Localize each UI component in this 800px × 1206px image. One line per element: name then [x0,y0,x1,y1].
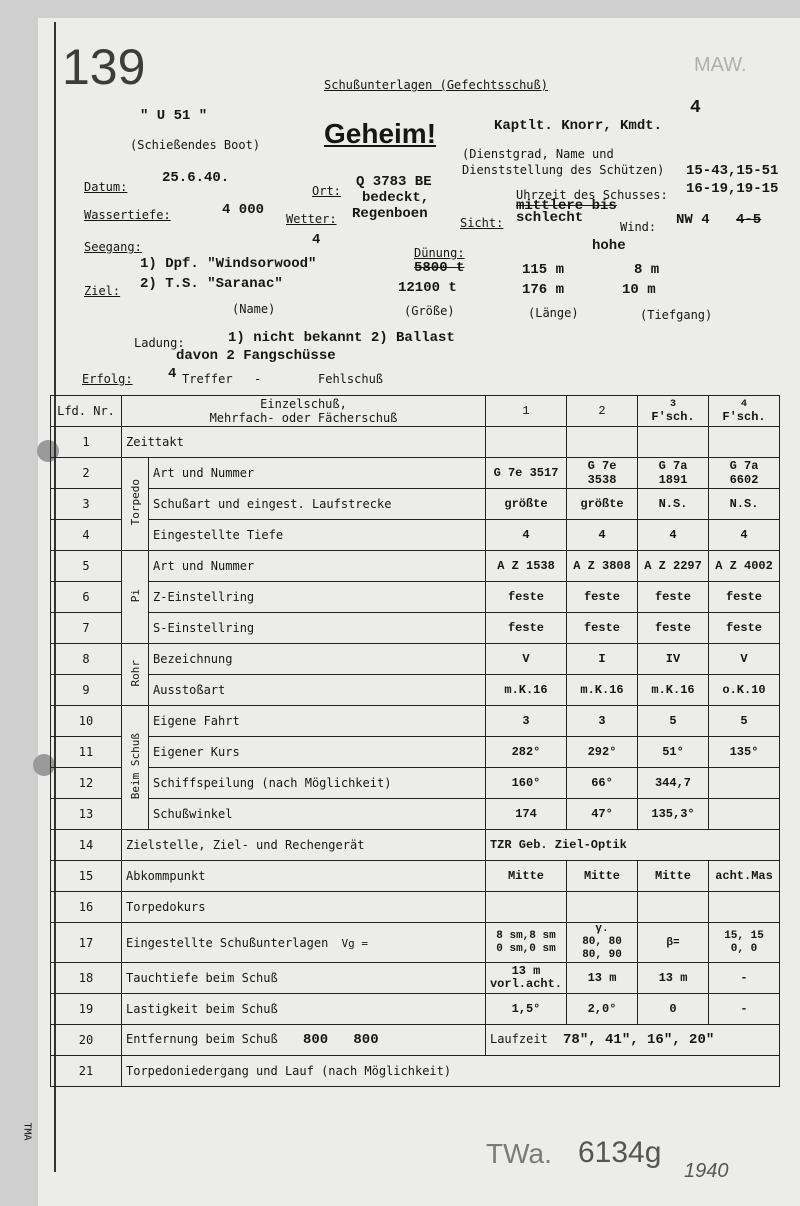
row-value: 3 [567,706,638,737]
row17-vg-2: 0 sm,0 sm [496,942,556,955]
row-value: 292° [567,737,638,768]
wind-value: NW 4 [676,212,710,228]
table-row [51,737,780,768]
row-value: 282° [485,737,566,768]
page-number-stamp: 139 [62,39,146,95]
row-value: 66° [567,768,638,799]
group-torpedo [122,458,149,551]
erfolg-dash: - [254,372,262,386]
ladung-note: davon 2 Fangschüsse [176,348,336,364]
row17-b-2: 0, 0 [730,942,758,955]
row-nr: 15 [51,861,122,892]
row-label: Torpedokurs [122,892,486,923]
archive-number: 6134g [578,1136,662,1169]
row20-laufzeit-value: 78", 41", 16", 20" [563,1032,715,1048]
row-value: m.K.16 [567,675,638,706]
row-value: feste [638,582,709,613]
col-1-header: 1 [485,396,566,427]
row-label: Zielstelle, Ziel- und Rechengerät [122,830,486,861]
row-nr: 17 [51,923,122,963]
side-stamp: TMA [21,1122,33,1141]
commander: Kaptlt. Knorr, Kmdt. [494,118,663,134]
target-2-draft: 10 m [622,282,656,298]
row-value: 4 [709,520,780,551]
row-label: Schußwinkel [149,799,486,830]
table-row [51,830,780,861]
wassertiefe-value: 4 000 [222,202,265,218]
row-value: 5 [638,706,709,737]
row-value: feste [485,613,566,644]
table-row [51,520,780,551]
erfolg-hits: 4 [168,366,177,382]
erfolg-label: Erfolg: [82,372,133,386]
table-header-row [51,396,780,427]
col-4-header [709,396,780,427]
row-value: größte [567,489,638,520]
row-nr: 7 [51,613,122,644]
row-nr: 13 [51,799,122,830]
row-value [485,892,566,923]
row18-value-1 [485,963,566,994]
row-value: V [709,644,780,675]
table-row [51,706,780,737]
row-nr: 21 [51,1056,122,1087]
row-value: N.S. [638,489,709,520]
row-label: Eingestellte Tiefe [149,520,486,551]
row-value: 51° [638,737,709,768]
table-row [51,458,780,489]
row-value: 4 [485,520,566,551]
shot-table [50,395,780,1087]
row-value [638,892,709,923]
col-4-label: F'sch. [722,409,766,424]
row-label: Schiffspeilung (nach Möglichkeit) [149,768,486,799]
row-value: 0 [638,994,709,1025]
row-label: Lastigkeit beim Schuß [122,994,486,1025]
row17-gamma: γ. [595,923,609,935]
group-pi-label: Pi [128,588,142,603]
datum-value: 25.6.40. [162,170,230,186]
table-row [51,551,780,582]
group-pi [122,551,149,644]
row-nr: 5 [51,551,122,582]
row-value: 13 m [567,963,638,994]
ort-label: Ort: [312,184,341,198]
row-label: Schußart und eingest. Laufstrecke [149,489,486,520]
row-label: Art und Nummer [149,551,486,582]
target-1-length: 115 m [522,262,565,278]
row-label: Bezeichnung [149,644,486,675]
row-value: - [709,963,780,994]
commander-caption: (Dienstgrad, Name und Dienststellung des Schützen) [462,147,665,177]
col-desc-line-2: Mehrfach- oder Fächerschuß [209,411,398,425]
row-value: o.K.10 [709,675,780,706]
row-value [709,799,780,830]
corner-stamp: MAW. [694,54,747,76]
row-value: G 7e 3538 [567,458,638,489]
row-nr: 4 [51,520,122,551]
target-2-name: 2) T.S. "Saranac" [140,276,283,292]
row-value: 4 [567,520,638,551]
row-value: G 7a 6602 [709,458,780,489]
row-value: TZR Geb. Ziel-Optik [485,830,779,861]
row17-label: Eingestellte Schußunterlagen [126,935,329,950]
row18-note: vorl.acht. [489,977,562,991]
erfolg-misses-label: Fehlschuß [318,372,384,386]
row-nr: 18 [51,963,122,994]
row-value: feste [709,613,780,644]
wetter-label: Wetter: [286,212,337,226]
row-value: G 7a 1891 [638,458,709,489]
table-row [51,799,780,830]
row-value: 13 m [638,963,709,994]
row-value: 5 [709,706,780,737]
row20-label: Entfernung beim Schuß [126,1032,278,1046]
table-row [51,613,780,644]
table-row [51,1025,780,1056]
row-value: Mitte [638,861,709,892]
row-nr: 2 [51,458,122,489]
row-value: N.S. [709,489,780,520]
row-nr: 20 [51,1025,122,1056]
row-value: 1,5° [485,994,566,1025]
group-rohr [122,644,149,706]
target-1-draft: 8 m [634,262,660,278]
col-3-num: 3 [669,398,676,410]
wassertiefe-label: Wassertiefe: [84,208,171,222]
row-value: V [485,644,566,675]
archive-prefix: TWa. [486,1138,552,1169]
sicht-value: schlecht [516,210,584,226]
ziel-label: Ziel: [84,284,121,298]
row-label: Eigener Kurs [149,737,486,768]
sicht-label: Sicht: [460,216,504,230]
table-row [51,861,780,892]
row-nr: 6 [51,582,122,613]
row-value: 135,3° [638,799,709,830]
boat-caption: (Schießendes Boot) [130,138,261,152]
duenung-label: Dünung: [414,246,465,260]
row20-laufzeit-label: Laufzeit [489,1032,548,1046]
col-3-label: F'sch. [651,409,695,424]
row17-vg-1: 8 sm,8 sm [496,929,556,942]
wetter-value-1: bedeckt, [362,190,430,206]
col-3-header [638,396,709,427]
row-value: Mitte [567,861,638,892]
row20-e1: 800 [302,1032,329,1048]
ladung-value: 1) nicht bekannt 2) Ballast [228,330,455,346]
row17-vg-value [485,923,566,963]
group-beim-schuss [122,706,149,830]
row-label: Zeittakt [122,427,486,458]
row-label: Eigene Fahrt [149,706,486,737]
row17-gamma-value [567,923,638,963]
row17-g-2: 80, 90 [582,949,622,961]
caption-size: (Größe) [404,304,455,318]
target-2-length: 176 m [522,282,565,298]
boat-name: " U 51 " [140,108,208,124]
caption-length: (Länge) [528,306,579,320]
datum-label: Datum: [84,180,128,194]
row-value: A Z 2297 [638,551,709,582]
row-label: Torpedoniedergang und Lauf (nach Möglichkeit) [122,1056,780,1087]
row-value: A Z 1538 [485,551,566,582]
classification-stamp: Geheim! [324,118,437,149]
row-label: Tauchtiefe beim Schuß [122,963,486,994]
row20-e2: 800 [353,1032,379,1048]
table-row [51,675,780,706]
row-nr: 11 [51,737,122,768]
row-nr: 3 [51,489,122,520]
row-value: IV [638,644,709,675]
table-row [51,994,780,1025]
row-value: 174 [485,799,566,830]
wind-struck: 4-5 [736,212,762,228]
row-value: 47° [567,799,638,830]
row-value [567,427,638,458]
row-nr: 10 [51,706,122,737]
row17-b-1: 15, 15 [724,929,764,942]
group-rohr-label: Rohr [128,659,142,687]
row-value: acht.Mas [709,861,780,892]
seegang-value: 4 [312,232,321,248]
row-value: G 7e 3517 [485,458,566,489]
row-value: feste [567,582,638,613]
col-nr-header: Lfd. Nr. [51,396,122,427]
col-desc-line-1: Einzelschuß, [260,397,347,411]
table-row [51,1056,780,1087]
col-4-num: 4 [740,398,747,410]
row-value: m.K.16 [485,675,566,706]
row17-beta-value [709,923,780,963]
target-1-name: 1) Dpf. "Windsorwood" [140,256,317,272]
caption-draft: (Tiefgang) [640,308,713,322]
row-nr: 1 [51,427,122,458]
row-nr: 14 [51,830,122,861]
row-value: feste [485,582,566,613]
row-label: Z-Einstellring [149,582,486,613]
duenung-value: hohe [592,238,626,254]
row-value: I [567,644,638,675]
row-value: 4 [638,520,709,551]
row-value [709,427,780,458]
sicht-value-struck: mittlere bis [516,198,617,214]
row-label: Art und Nummer [149,458,486,489]
row-value: Mitte [485,861,566,892]
table-row [51,644,780,675]
group-beim-schuss-label: Beim Schuß [128,732,142,800]
group-torpedo-label: Torpedo [128,479,142,526]
table-row [51,768,780,799]
row-nr: 12 [51,768,122,799]
target-1-size: 5800 t [414,260,465,276]
table-row [51,489,780,520]
table-row [51,923,780,963]
uhrzeit-value-1: 15-43,15-51 [686,163,779,179]
row-value: A Z 4002 [709,551,780,582]
row-value: größte [485,489,566,520]
row-value [485,427,566,458]
row17-beta: β= [638,923,709,963]
row-value: 344,7 [638,768,709,799]
table-row [51,582,780,613]
shot-mark: 4 [690,98,701,118]
row-value [709,768,780,799]
row-label [122,1025,486,1056]
row-value: 3 [485,706,566,737]
table-row [51,892,780,923]
archive-year: 1940 [684,1160,729,1182]
row-nr: 8 [51,644,122,675]
row-value: A Z 3808 [567,551,638,582]
row-label: Abkommpunkt [122,861,486,892]
row-value [638,427,709,458]
row-value [567,892,638,923]
seegang-label: Seegang: [84,240,142,254]
ladung-label: Ladung: [134,336,185,350]
row-value: 135° [709,737,780,768]
wind-label: Wind: [620,220,657,234]
uhrzeit-label: Uhrzeit des Schusses: [516,188,668,202]
table-row [51,427,780,458]
row-value: m.K.16 [638,675,709,706]
row-value: feste [709,582,780,613]
target-2-size: 12100 t [398,280,457,296]
col-2-header: 2 [567,396,638,427]
row-value: 160° [485,768,566,799]
row-nr: 9 [51,675,122,706]
row20-laufzeit [485,1025,779,1056]
row-value: feste [567,613,638,644]
row-label [122,923,486,963]
form-title: Schußunterlagen (Gefechtsschuß) [324,78,548,92]
row17-g-1: 80, 80 [582,936,622,948]
row-nr: 16 [51,892,122,923]
row17-vg: Vg = [341,936,369,950]
erfolg-hits-label: Treffer [182,372,233,386]
table-row [51,963,780,994]
ort-value: Q 3783 BE [356,174,432,190]
row-label: Ausstoßart [149,675,486,706]
row18-v1: 13 m [511,964,541,978]
col-desc-header [122,396,486,427]
row-value: - [709,994,780,1025]
caption-name: (Name) [232,302,276,316]
wetter-value-2: Regenboen [352,206,428,222]
row-value: feste [638,613,709,644]
uhrzeit-value-2: 16-19,19-15 [686,181,779,197]
row-label: S-Einstellring [149,613,486,644]
row-value: 2,0° [567,994,638,1025]
row-value [709,892,780,923]
row-nr: 19 [51,994,122,1025]
